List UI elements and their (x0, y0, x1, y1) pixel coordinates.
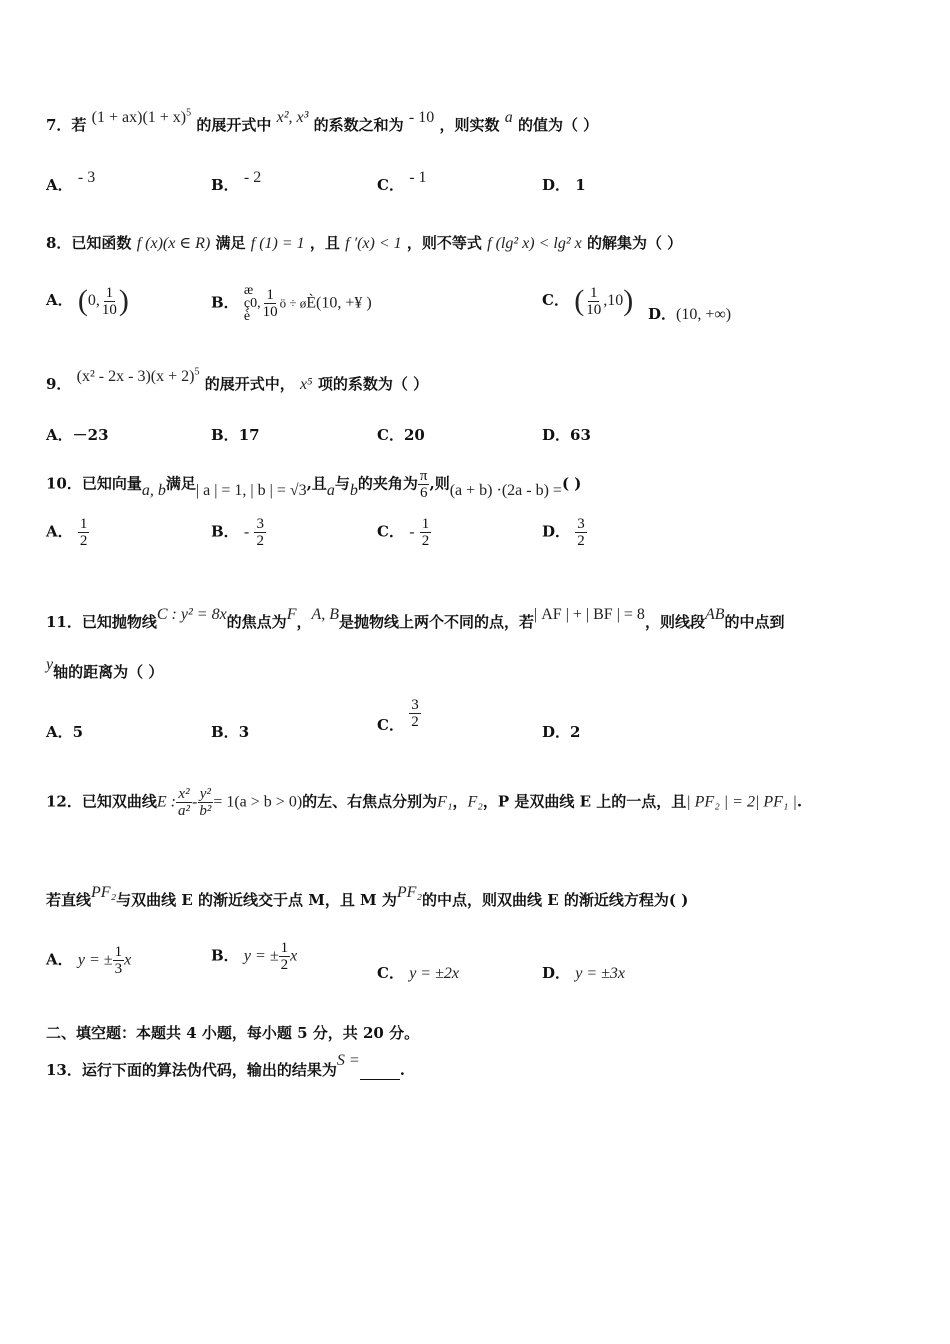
q10-option-c-fraction (420, 516, 432, 549)
q8-option-a-label: A． (46, 291, 73, 309)
q10-text-3: 与 (334, 474, 350, 493)
q8-option-c-lparen: ( (574, 284, 585, 317)
q8-condition-2: f ′(x) < 1 (345, 235, 402, 252)
q7-text-3: ，则实数 (439, 116, 500, 134)
q12-condition: | PF₂ | = 2| PF₁ | (686, 793, 797, 811)
q11-option-c-num: 3 (411, 697, 419, 713)
q7-option-b-value: - 2 (243, 169, 262, 186)
q8-option-d-label: D． (648, 305, 677, 323)
question-13 (46, 1052, 405, 1080)
q12-option-d-value: y = ±3x (575, 965, 626, 982)
q7-text-1: 的展开式中 (196, 116, 272, 134)
q12-y-fraction (197, 786, 213, 819)
q12-text-4: . (796, 792, 803, 811)
q10-option-d (542, 516, 587, 549)
q10-option-a-fraction (78, 516, 90, 549)
q12-option-b-post: x (290, 947, 298, 965)
q9-number: 9． (46, 375, 72, 393)
question-8 (46, 232, 682, 253)
q9-expr-text: (x² - 2x - 3)(x + 2) (76, 368, 195, 385)
q8-option-b-fraction (261, 287, 280, 320)
q10-angle (418, 468, 430, 501)
q8-text-1: 满足 (215, 234, 246, 252)
q10-option-b-num: 3 (256, 516, 264, 532)
q9-expression (77, 368, 200, 385)
question-7 (46, 107, 599, 135)
q10-vector-a: a (326, 481, 335, 499)
q8-inequality: f (lg² x) < lg² x (487, 235, 582, 252)
q12-minus: - (191, 793, 198, 811)
q10-option-c-sign: - (409, 523, 415, 541)
q11-option-c-den: 2 (411, 714, 419, 730)
q8-option-b-close: ö ÷ ø (279, 295, 307, 311)
q11-points: A, B (311, 606, 340, 623)
q7-option-d (542, 174, 586, 195)
q7-exponent: 5 (186, 107, 192, 119)
q8-option-d-value: (10, +∞) (676, 306, 732, 323)
q8-text-2: ，且 (309, 234, 340, 252)
q12-pf2-b: PF₂ (396, 884, 422, 901)
q8-option-c-den: 10 (586, 301, 602, 318)
q12-option-d (542, 962, 625, 983)
q11-option-a-label: A． (46, 723, 73, 741)
q11-option-c (377, 697, 421, 734)
q10-option-b-den: 2 (256, 533, 264, 549)
q12-focus-1: F₁ (437, 793, 453, 811)
q12-text-1: 的左、右焦点分别为 (302, 792, 438, 811)
q11-focus: F (286, 606, 297, 623)
q8-option-b-num: 1 (266, 287, 274, 303)
q8-option-d (648, 303, 731, 324)
q12-option-a (46, 944, 131, 977)
q7-number: 7．若 (46, 116, 87, 134)
question-10 (46, 468, 581, 501)
q8-text-4: 的解集为（ ） (586, 234, 683, 252)
q11-segment: AB (704, 606, 725, 623)
q12-option-a-label: A． (46, 950, 73, 969)
q10-option-d-num: 3 (577, 516, 585, 532)
q7-option-a (46, 169, 96, 195)
q9-option-b-value: 17 (238, 426, 260, 444)
q8-option-c (542, 284, 633, 318)
q7-value: - 10 (408, 109, 435, 126)
q7-option-b (211, 169, 262, 195)
q10-vector-b: b (349, 481, 358, 499)
q9-text-2: 项的系数为（ ） (317, 375, 429, 393)
q12-x-fraction (176, 786, 192, 819)
q11-curve: C : y² = 8x (156, 606, 227, 623)
q11-text-1: 的焦点为 (226, 613, 287, 631)
q9-option-c-label: C． (377, 426, 404, 444)
q12-option-b-fraction (279, 940, 291, 973)
q8-option-a (46, 284, 129, 318)
q8-option-b-den: 10 (262, 304, 278, 320)
q8-option-b-g2: ç0, (243, 296, 261, 311)
q8-option-a-lparen: ( (77, 284, 88, 317)
q12-text-3: ，P 是双曲线 E 上的一点，且 (482, 792, 687, 811)
q10-vectors: a, b (141, 481, 166, 499)
q10-text-1: 满足 (165, 474, 196, 493)
q12-x-num: x² (178, 786, 190, 802)
q11-option-b-value: 3 (238, 723, 250, 741)
q12-option-a-num: 1 (114, 944, 123, 960)
q12-option-b (211, 940, 297, 973)
q11-text-5: 的中点到 (724, 613, 785, 631)
q8-option-c-rparen: ) (623, 284, 634, 317)
q11-option-d-label: D． (542, 723, 571, 741)
q8-option-a-fraction (100, 285, 119, 318)
q8-option-a-rparen: ) (118, 284, 129, 317)
q11-condition: | AF | + | BF | = 8 (534, 606, 645, 623)
q8-option-c-label: C． (542, 291, 569, 309)
q9-option-d-label: D． (542, 426, 571, 444)
q10-option-c (377, 516, 431, 549)
q12-pf2-a: PF₂ (91, 884, 117, 901)
q9-option-b-label: B． (211, 426, 239, 444)
q12-y-num: y² (199, 786, 211, 802)
q12-option-c (377, 962, 459, 983)
q10-option-a-label: A． (46, 522, 73, 541)
q12-curve-suffix: = 1(a > b > 0) (213, 793, 303, 811)
q11-option-c-label: C． (377, 715, 404, 734)
q13-variable: S = (336, 1052, 360, 1069)
q9-option-b (211, 424, 260, 445)
q10-option-d-fraction (575, 516, 587, 549)
q12-option-b-pre: y = ± (243, 947, 279, 965)
q8-function: f (x)(x ∈ R) (136, 235, 211, 252)
q8-option-b-garbled-bracket (244, 284, 261, 323)
q8-option-b (211, 284, 372, 323)
q8-option-c-fraction (584, 285, 603, 318)
question-11 (46, 606, 785, 632)
q7-expr-text: (1 + ax)(1 + x) (91, 109, 187, 126)
q9-option-d-value: 63 (570, 426, 591, 444)
q12-option-c-value: y = ±2x (409, 965, 459, 982)
q9-option-a-value: －23 (72, 426, 109, 444)
q7-option-c-value: - 1 (409, 169, 427, 186)
q10-option-b (211, 516, 266, 549)
q11-option-a (46, 721, 83, 742)
q12-line2-text-a: 若直线 (46, 891, 92, 909)
q12-text-2: ， (452, 792, 468, 811)
q8-option-a-den: 10 (101, 301, 117, 318)
q9-option-a (46, 424, 109, 445)
question-12-line-2 (46, 884, 689, 910)
q7-expression (92, 109, 191, 126)
q8-option-c-ten: ,10 (603, 292, 624, 309)
q12-option-b-label: B． (211, 946, 239, 965)
q8-option-b-label: B． (211, 293, 239, 312)
q8-option-c-num: 1 (589, 284, 598, 301)
q8-text-3: ，则不等式 (406, 234, 482, 252)
q12-option-a-post: x (124, 951, 132, 969)
q12-option-a-pre: y = ± (77, 951, 113, 969)
q11-option-d (542, 721, 580, 742)
q9-term: x⁵ (299, 376, 313, 393)
q12-x-den: a² (177, 803, 190, 819)
q7-option-d-label: D． (542, 176, 571, 194)
q11-y-var: y (46, 656, 54, 673)
q11-text-2: ， (296, 613, 312, 631)
q11-text-3: 是抛物线上两个不同的点，若 (339, 613, 535, 631)
q7-option-a-value: - 3 (77, 169, 96, 186)
q9-option-d (542, 424, 591, 445)
q9-option-c (377, 424, 425, 445)
q10-option-b-label: B． (211, 522, 239, 541)
q10-text-4: 的夹角为 (357, 474, 418, 493)
q12-option-b-num: 1 (280, 940, 289, 956)
q12-option-c-label: C． (377, 964, 404, 982)
q13-answer-blank[interactable] (360, 1065, 400, 1080)
q9-option-a-label: A． (46, 426, 73, 444)
q10-number: 10．已知向量 (46, 474, 142, 493)
q8-option-b-g3: è (243, 309, 251, 324)
q7-option-d-value: 1 (575, 176, 586, 194)
q7-text-4: 的值为（ ） (517, 116, 599, 134)
q8-option-a-zero: 0, (87, 292, 100, 309)
q8-option-b-tail: È(10, +¥ ) (306, 294, 372, 312)
q10-expression: (a + b) ·(2a - b) = (449, 481, 562, 499)
q10-option-d-den: 2 (577, 533, 585, 549)
q11-number: 11．已知抛物线 (46, 613, 157, 631)
q13-text: 13．运行下面的算法伪代码，输出的结果为 (46, 1061, 337, 1079)
q9-exponent: 5 (194, 366, 200, 378)
q8-option-a-num: 1 (105, 284, 114, 301)
q10-angle-den: 6 (419, 485, 428, 501)
q10-text-6: ( ) (561, 474, 582, 493)
section-fill-in-header: 二、填空题：本题共 4 小题，每小题 5 分，共 20 分。 (46, 1024, 420, 1042)
q11-line2-text: 轴的距离为（ ） (53, 663, 164, 681)
q12-line2-text-b: 与双曲线 E 的渐近线交于点 M，且 M 为 (116, 891, 397, 909)
question-11-line-2 (46, 656, 164, 682)
q10-option-a (46, 516, 89, 549)
q7-variable: a (504, 109, 513, 126)
q11-text-4: ，则线段 (644, 613, 705, 631)
q10-option-a-num: 1 (79, 516, 88, 532)
q12-option-a-fraction (113, 944, 125, 977)
q12-y-den: b² (199, 803, 212, 819)
q12-option-a-den: 3 (114, 961, 123, 977)
q7-option-c-label: C． (377, 176, 404, 194)
q9-option-c-value: 20 (403, 426, 425, 444)
q10-option-b-sign: - (243, 523, 250, 541)
q8-option-b-g1: æ (243, 283, 254, 298)
q11-option-d-value: 2 (570, 723, 581, 741)
q12-option-b-den: 2 (280, 957, 289, 973)
q7-terms: x², x³ (276, 109, 309, 126)
q10-text-5: ,则 (429, 474, 450, 493)
question-12 (46, 786, 802, 819)
q12-focus-2: F₂ (467, 793, 483, 811)
q10-option-d-label: D． (542, 522, 571, 541)
q9-text-1: 的展开式中， (204, 375, 295, 393)
q10-option-a-den: 2 (79, 533, 88, 549)
q11-option-c-fraction (409, 697, 421, 730)
q7-option-a-label: A． (46, 176, 73, 194)
q11-option-b (211, 721, 249, 742)
question-9 (46, 366, 429, 394)
q12-number: 12．已知双曲线 (46, 792, 157, 811)
q10-option-c-den: 2 (421, 533, 430, 549)
q11-option-a-value: 5 (72, 723, 84, 741)
q10-option-b-fraction (254, 516, 266, 549)
q10-text-2: ,且 (306, 474, 327, 493)
q11-option-b-label: B． (211, 723, 239, 741)
q10-angle-num: π (419, 468, 428, 484)
q10-option-c-num: 1 (421, 516, 430, 532)
q8-number: 8．已知函数 (46, 234, 132, 252)
q12-curve-prefix: E : (156, 793, 176, 811)
q10-option-c-label: C． (377, 522, 404, 541)
q8-condition-1: f (1) = 1 (250, 235, 305, 252)
q12-line2-text-c: 的中点，则双曲线 E 的渐近线方程为( ) (422, 891, 689, 909)
q12-option-d-label: D． (542, 964, 571, 982)
q10-condition: | a | = 1, | b | = √3 (195, 481, 307, 499)
q13-end: . (399, 1061, 405, 1079)
q7-option-b-label: B． (211, 176, 239, 194)
q7-option-c (377, 169, 427, 195)
q7-text-2: 的系数之和为 (313, 116, 404, 134)
